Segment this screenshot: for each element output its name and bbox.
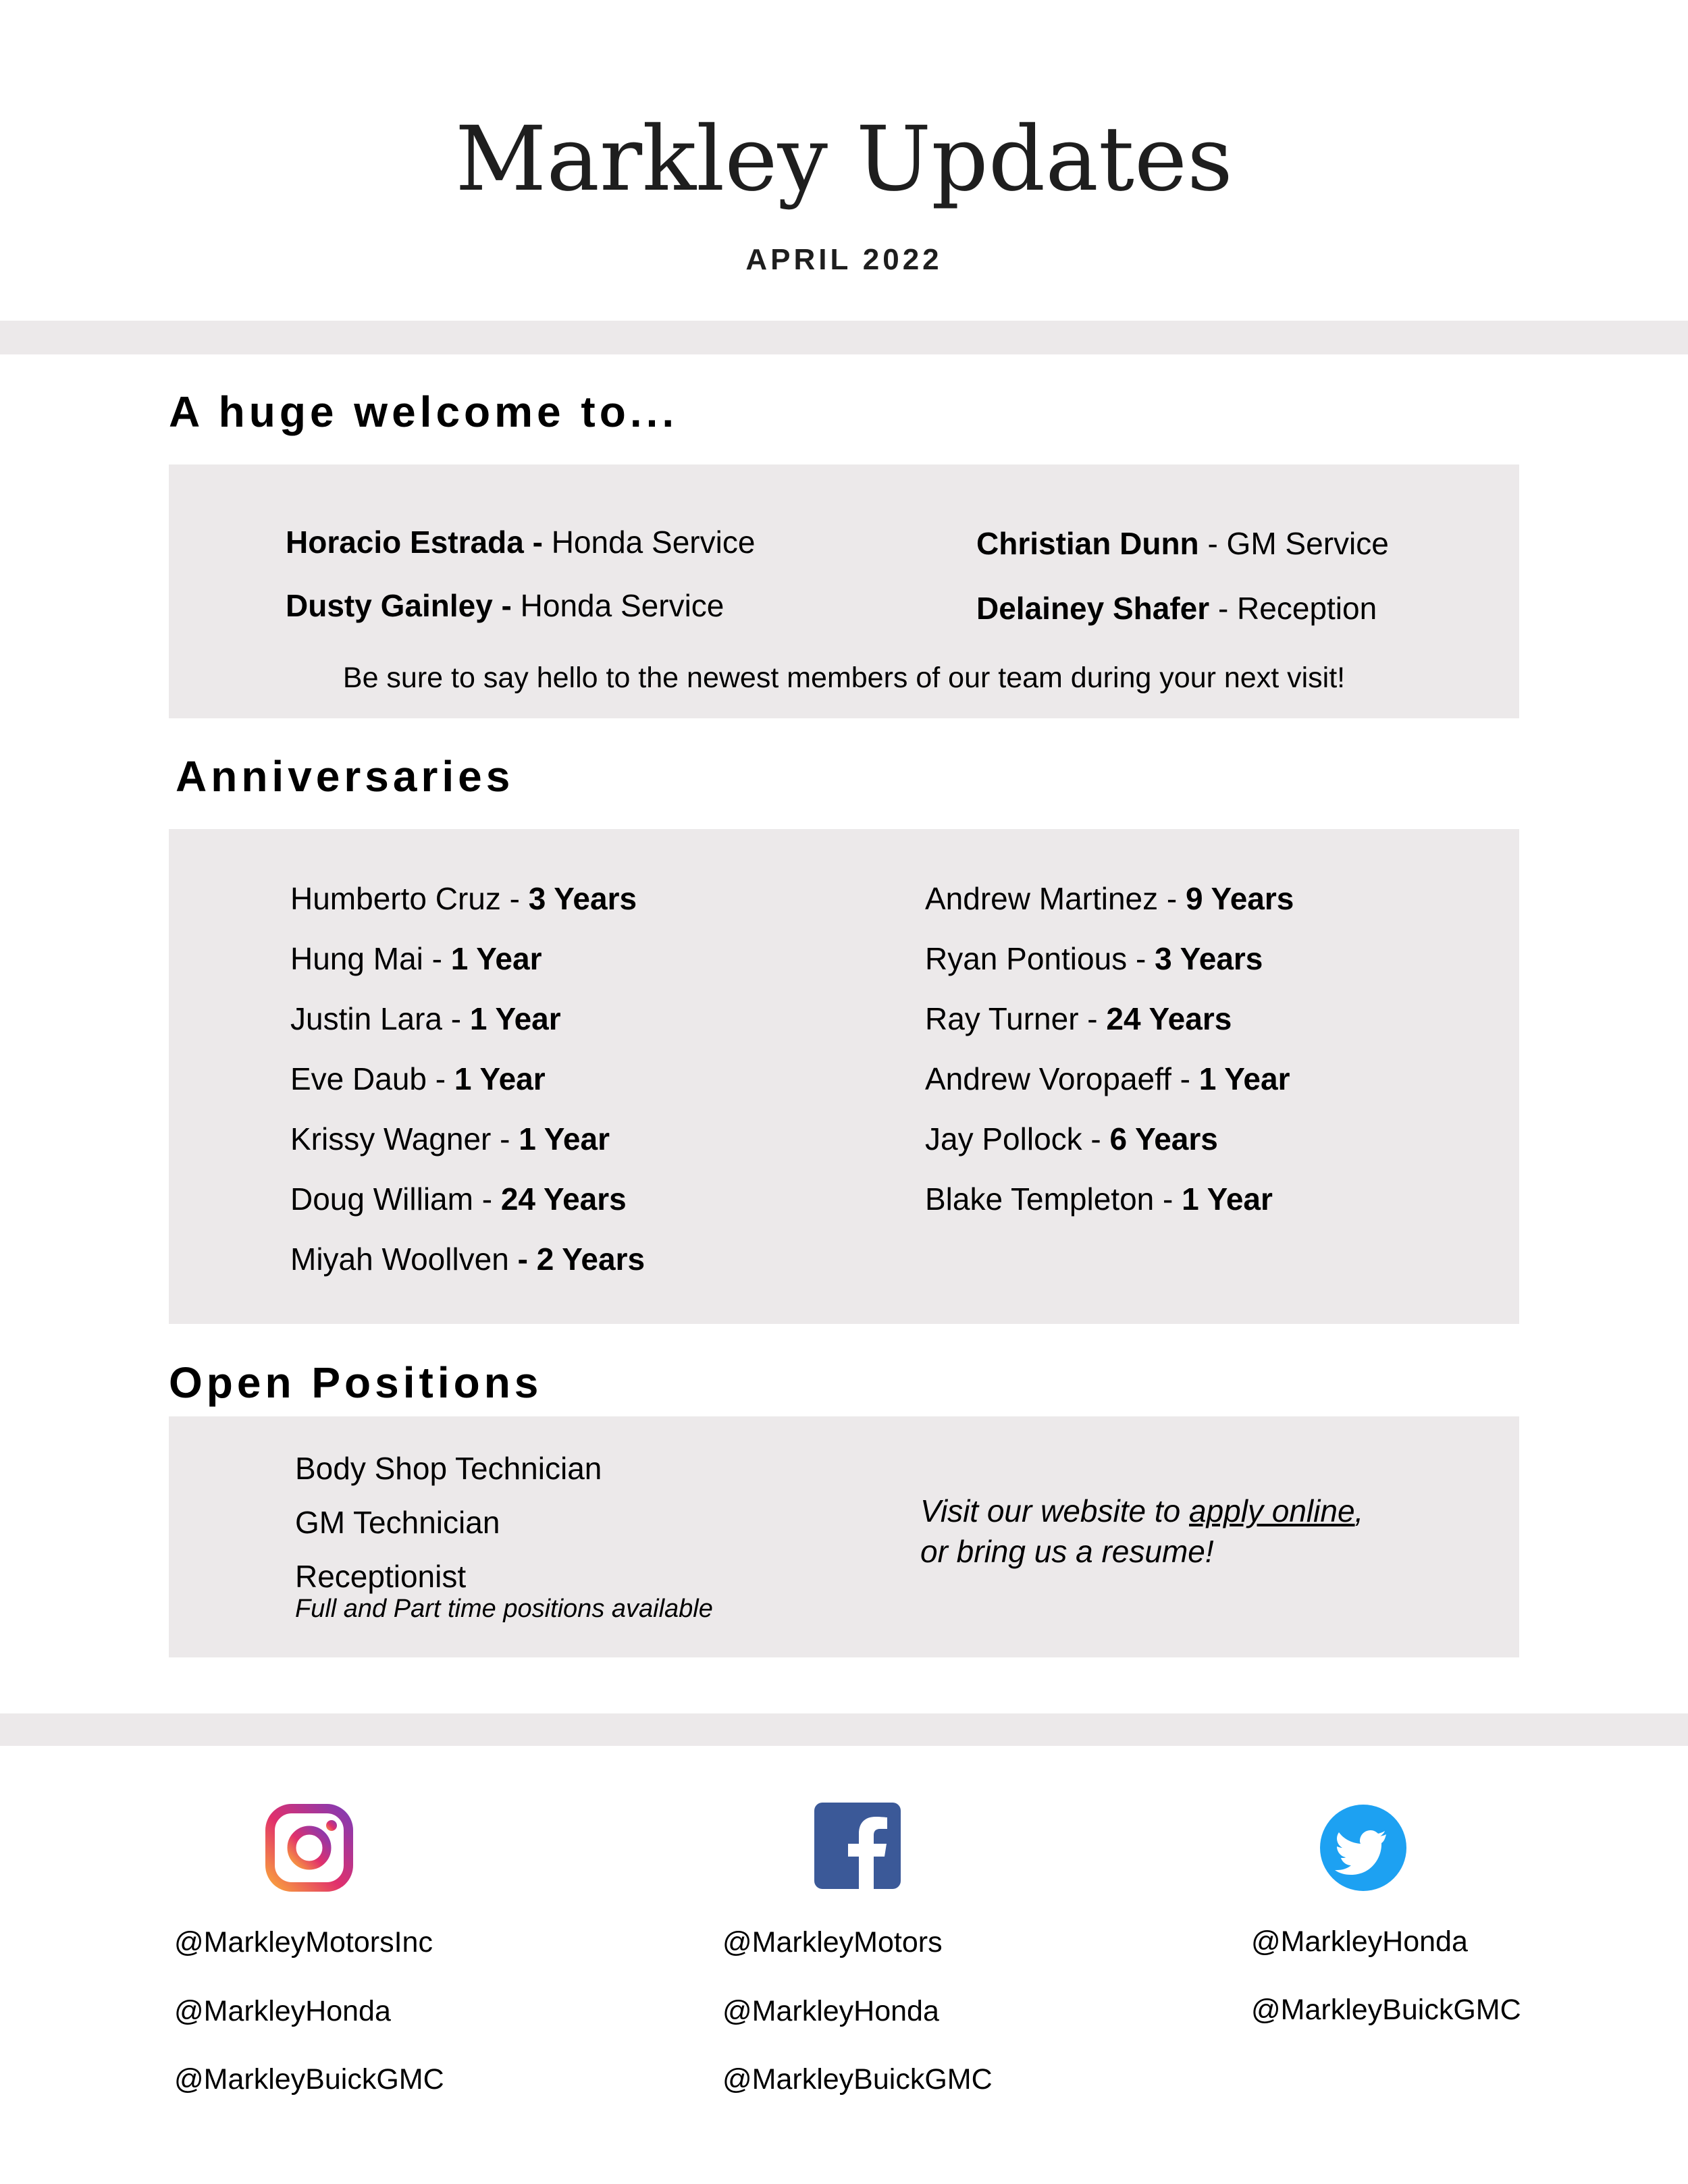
anniv-years: 9 Years [1186, 881, 1294, 916]
member-role: Honda Service [520, 588, 724, 623]
anniv-name: Jay Pollock - [925, 1121, 1110, 1156]
instagram-icon[interactable] [264, 1803, 354, 1893]
twitter-handle[interactable]: @MarkleyHonda [1251, 1925, 1468, 1958]
anniv-name: Hung Mai - [290, 941, 451, 976]
anniv-years: 1 Year [450, 941, 542, 976]
anniv-years: 3 Years [1155, 941, 1263, 976]
instagram-handle[interactable]: @MarkleyMotorsInc [174, 1926, 433, 1959]
apply-prefix: Visit our website to [920, 1493, 1190, 1528]
member-name: Dusty Gainley - [286, 588, 512, 623]
anniversary-item [290, 1063, 546, 1094]
welcome-panel [169, 464, 1519, 718]
twitter-handle[interactable]: @MarkleyBuickGMC [1251, 1994, 1521, 2026]
anniv-years: 24 Years [1106, 1001, 1232, 1036]
apply-online-link[interactable]: apply online [1189, 1493, 1355, 1528]
welcome-heading: A huge welcome to... [169, 388, 679, 436]
anniv-name: Doug William - [290, 1181, 501, 1217]
positions-note: Full and Part time positions available [295, 1595, 713, 1623]
anniversary-item [925, 1003, 1232, 1034]
anniversary-item [925, 1063, 1290, 1094]
page-title: Markley Updates [455, 107, 1233, 211]
member-name: Delainey Shafer [976, 591, 1210, 626]
welcome-member [976, 528, 1389, 559]
anniversary-item [290, 1003, 561, 1034]
anniversary-item [925, 883, 1294, 914]
positions-panel [169, 1416, 1519, 1657]
anniv-name: Justin Lara - [290, 1001, 470, 1036]
facebook-handle[interactable]: @MarkleyHonda [722, 1995, 939, 2027]
anniversaries-heading: Anniversaries [176, 752, 515, 801]
anniv-years: 1 Year [1182, 1181, 1273, 1217]
member-name: Horacio Estrada - [286, 525, 543, 560]
apply-message [920, 1491, 1379, 1572]
anniversary-item [290, 943, 542, 974]
divider-band [0, 321, 1688, 354]
anniv-name: Ryan Pontious - [925, 941, 1155, 976]
member-name: Christian Dunn [976, 526, 1199, 561]
anniv-years: 3 Years [528, 881, 637, 916]
anniversary-item [925, 1123, 1218, 1154]
member-role: Honda Service [551, 525, 756, 560]
anniversaries-panel [169, 829, 1519, 1324]
apply-suffix: , or bring us a resume! [920, 1493, 1364, 1569]
anniversary-item [925, 1183, 1273, 1215]
divider-band [0, 1713, 1688, 1746]
anniv-years: 1 Year [454, 1061, 546, 1096]
welcome-member [286, 590, 724, 621]
positions-heading: Open Positions [169, 1358, 543, 1407]
anniv-name: Andrew Voropaeff - [925, 1061, 1199, 1096]
instagram-handle[interactable]: @MarkleyBuickGMC [174, 2063, 444, 2096]
position-item: GM Technician [295, 1505, 500, 1540]
anniv-name: Eve Daub - [290, 1061, 454, 1096]
welcome-note: Be sure to say hello to the newest members of our team during your next visit! [342, 662, 1346, 694]
twitter-icon[interactable] [1320, 1805, 1410, 1895]
anniversary-item [290, 1123, 610, 1154]
facebook-handle[interactable]: @MarkleyMotors [722, 1926, 943, 1959]
anniversary-item [290, 1183, 627, 1215]
anniv-years: 6 Years [1109, 1121, 1218, 1156]
anniv-years: 1 Year [469, 1001, 561, 1036]
member-role: - GM Service [1207, 526, 1389, 561]
welcome-member [286, 527, 755, 558]
facebook-icon[interactable] [814, 1803, 905, 1893]
facebook-handle[interactable]: @MarkleyBuickGMC [722, 2063, 993, 2096]
instagram-handle[interactable]: @MarkleyHonda [174, 1995, 391, 2027]
anniv-name: Miyah Woollven [290, 1242, 518, 1277]
anniv-name: Krissy Wagner - [290, 1121, 519, 1156]
anniversary-item [925, 943, 1263, 974]
welcome-member [976, 593, 1377, 624]
anniv-years: 1 Year [1198, 1061, 1290, 1096]
anniv-name: Blake Templeton - [925, 1181, 1182, 1217]
anniv-name: Humberto Cruz - [290, 881, 529, 916]
position-item: Receptionist [295, 1559, 467, 1594]
anniversary-item [290, 1244, 645, 1275]
anniv-years: 24 Years [500, 1181, 627, 1217]
member-role: - Reception [1217, 591, 1377, 626]
anniv-years: - 2 Years [517, 1242, 645, 1277]
anniv-name: Ray Turner - [925, 1001, 1107, 1036]
anniv-name: Andrew Martinez - [925, 881, 1186, 916]
anniversary-item [290, 883, 637, 914]
position-item: Body Shop Technician [295, 1451, 602, 1486]
issue-date: APRIL 2022 [745, 243, 943, 276]
anniv-years: 1 Year [519, 1121, 610, 1156]
